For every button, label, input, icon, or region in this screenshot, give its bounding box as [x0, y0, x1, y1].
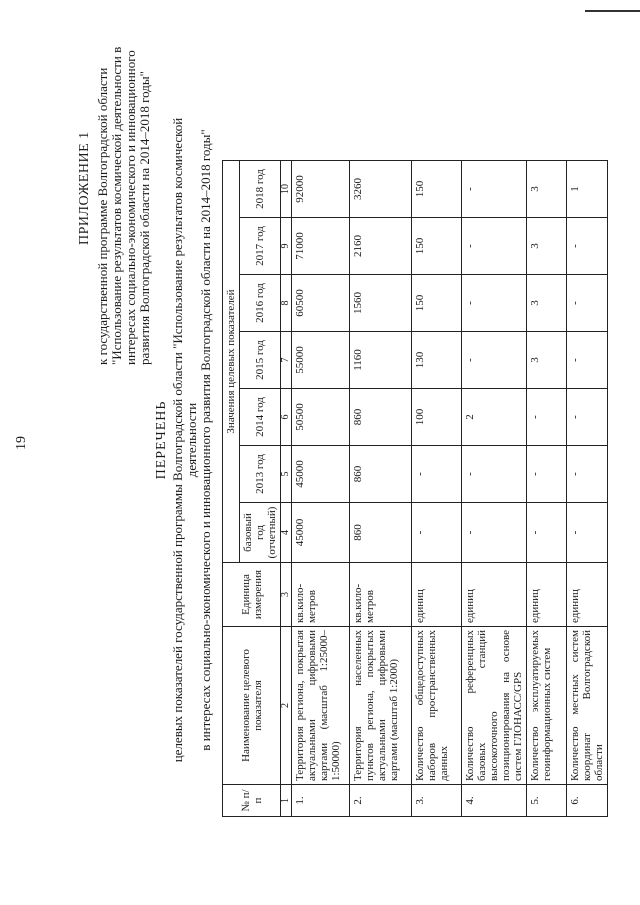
row-value: -: [567, 218, 608, 275]
row-value: 3: [527, 218, 567, 275]
column-numbers-row: [281, 161, 292, 817]
appendix-text: к государственной программе Волгоградской области "Использование результатов космической деятельности в интересах социально-экономического и инновационного развития Волгоградской области на 2014–2018 годы": [95, 46, 152, 365]
row-num: 3.: [412, 785, 462, 817]
row-value: -: [412, 446, 462, 503]
row-value: 100: [412, 389, 462, 446]
row-value: 1560: [350, 275, 412, 332]
page-number: 19: [14, 436, 29, 450]
row-value: -: [567, 275, 608, 332]
row-value: 55000: [292, 332, 350, 389]
row-value: 1160: [350, 332, 412, 389]
row-value: 3260: [350, 161, 412, 218]
row-num: 4.: [462, 785, 527, 817]
heading-title: ПЕРЕЧЕНЬ: [154, 400, 169, 480]
column-number: 1: [281, 785, 292, 817]
row-value: 45000: [292, 446, 350, 503]
row-value: 3: [527, 161, 567, 218]
header-base-year: базовый год (отчетный): [240, 503, 281, 563]
column-number: 2: [281, 627, 292, 785]
row-name: Количество эксплуатируемых геоинформационных систем: [527, 627, 567, 785]
row-value: 130: [412, 332, 462, 389]
header-year-2014: 2014 год: [240, 389, 281, 446]
row-unit: кв.кило-метров: [292, 563, 350, 627]
header-year-2013: 2013 год: [240, 446, 281, 503]
row-num: 1.: [292, 785, 350, 817]
table-row: [350, 161, 412, 817]
header-year-2017: 2017 год: [240, 218, 281, 275]
table-row: [462, 161, 527, 817]
row-name: Территория населенных пунктов региона, покрытых актуальными цифровыми картами (масштаб 1:2000): [350, 627, 412, 785]
column-number: 8: [281, 275, 292, 332]
row-value: -: [462, 446, 527, 503]
header-name: Наименование целевого показателя: [223, 627, 281, 785]
header-values-group: Значения целевых показателей: [223, 161, 240, 563]
row-num: 2.: [350, 785, 412, 817]
appendix-title: ПРИЛОЖЕНИЕ 1: [77, 131, 92, 245]
header-unit: Единица измерения: [223, 563, 281, 627]
row-name: Количество общедоступных наборов пространственных данных: [412, 627, 462, 785]
row-value: 45000: [292, 503, 350, 563]
row-name: Количество референцных базовых станций высокоточного позиционирования на основе систем ГЛОНАСС/GPS: [462, 627, 527, 785]
row-value: 860: [350, 446, 412, 503]
column-number: 7: [281, 332, 292, 389]
column-number: 4: [281, 503, 292, 563]
header-year-2018: 2018 год: [240, 161, 281, 218]
row-value: -: [567, 389, 608, 446]
table-row: [412, 161, 462, 817]
row-value: 1: [567, 161, 608, 218]
row-value: -: [462, 161, 527, 218]
row-value: 2: [462, 389, 527, 446]
row-value: -: [462, 218, 527, 275]
row-value: -: [462, 275, 527, 332]
column-number: 5: [281, 446, 292, 503]
column-number: 6: [281, 389, 292, 446]
row-num: 6.: [567, 785, 608, 817]
row-value: 50500: [292, 389, 350, 446]
document-heading: [155, 110, 213, 770]
row-value: 860: [350, 389, 412, 446]
row-unit: единиц: [412, 563, 462, 627]
row-value: -: [527, 389, 567, 446]
row-value: 150: [412, 161, 462, 218]
row-value: -: [527, 446, 567, 503]
table-row: [567, 161, 608, 817]
table-row: [527, 161, 567, 817]
row-value: -: [567, 446, 608, 503]
header-year-2016: 2016 год: [240, 275, 281, 332]
row-value: -: [527, 503, 567, 563]
row-value: 71000: [292, 218, 350, 275]
column-number: 9: [281, 218, 292, 275]
indicators-table: [222, 160, 608, 817]
row-unit: единиц: [527, 563, 567, 627]
row-unit: единиц: [567, 563, 608, 627]
row-unit: единиц: [462, 563, 527, 627]
column-number: 3: [281, 563, 292, 627]
row-value: -: [462, 503, 527, 563]
row-value: 60500: [292, 275, 350, 332]
row-name: Количество местных систем координат Волгоградской области: [567, 627, 608, 785]
row-value: 3: [527, 275, 567, 332]
table-row: [292, 161, 350, 817]
heading-line-1: целевых показателей государственной программы Волгоградской области "Использование результатов космической деятельности: [170, 117, 199, 763]
row-value: 2160: [350, 218, 412, 275]
heading-line-2: в интересах социально-экономического и инновационного развития Волгоградской области на 2014–2018 годы": [198, 129, 213, 751]
row-num: 5.: [527, 785, 567, 817]
row-name: Территория региона, покрытая актуальными цифровыми картами (масштаб 1:25000–1:50000): [292, 627, 350, 785]
column-number: 10: [281, 161, 292, 218]
row-value: 150: [412, 275, 462, 332]
indicators-table-wrap: [222, 160, 608, 817]
row-value: 150: [412, 218, 462, 275]
row-unit: кв.кило-метров: [350, 563, 412, 627]
row-value: 92000: [292, 161, 350, 218]
appendix-block: [78, 25, 152, 365]
row-value: 860: [350, 503, 412, 563]
row-value: -: [462, 332, 527, 389]
row-value: -: [567, 503, 608, 563]
row-value: -: [567, 332, 608, 389]
row-value: -: [412, 503, 462, 563]
row-value: 3: [527, 332, 567, 389]
header-year-2015: 2015 год: [240, 332, 281, 389]
header-num: № п/п: [223, 785, 281, 817]
